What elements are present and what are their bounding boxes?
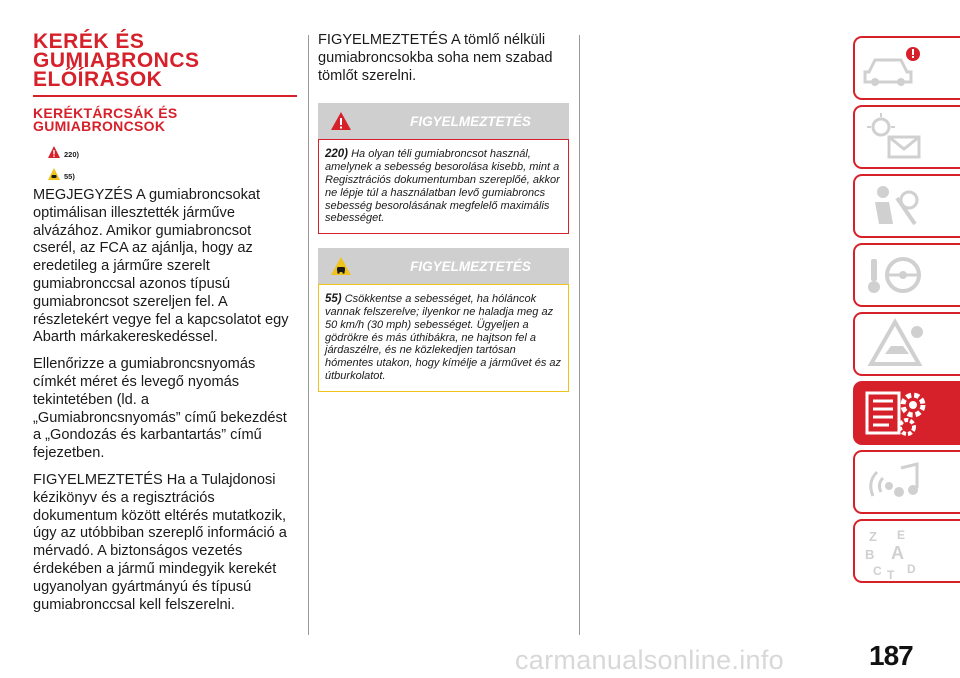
left-body [33, 187, 298, 614]
warning-number: 55) [325, 293, 342, 306]
warning-block-220 [318, 103, 569, 234]
warning-title: FIGYELMEZTETÉS [410, 258, 531, 274]
warning-title: FIGYELMEZTETÉS [410, 113, 531, 129]
right-column [318, 32, 569, 392]
tab-maintenance[interactable] [853, 381, 960, 445]
road-hazard-icon [47, 167, 61, 181]
warning-triangle-car-icon [861, 318, 931, 370]
subsection-title-line-1: KERÉKTÁRCSÁK ÉS [33, 105, 178, 121]
paragraph-pressure: Ellenőrizze a gumiabroncsnyomás címkét méret és levegő nyomás tekintetében (ld. a „Gumiabroncsnyomás” című bekezdést a „Gondozás és karbantartás” című fejezetben. [33, 356, 287, 462]
tab-lights-messages[interactable] [853, 105, 960, 169]
warning-header [318, 248, 569, 284]
tab-starting-driving[interactable] [853, 243, 960, 307]
tab-index[interactable] [853, 519, 960, 583]
svg-text:T: T [887, 568, 895, 581]
paragraph-tubeless: FIGYELMEZTETÉS A tömlő nélküli gumiabroncsokba soha nem szabad tömlőt szerelni. [318, 32, 553, 84]
tab-multimedia[interactable] [853, 450, 960, 514]
key-steering-wheel-icon [861, 249, 931, 301]
warning-ref-55[interactable] [47, 161, 298, 181]
alphabet-index-icon [861, 525, 931, 581]
paragraph-note: MEGJEGYZÉS A gumiabroncsokat optimálisan illesztették járműve alvázához. Amikor gumiabroncsot cserél, az FCA az ajánlja, hogy az eredetileg a járműre szerelt gumiabronccsal azonos típusú gumiabroncsot szereljen fel. A részletekért vegye fel a kapcsolatot egy Abarth márkakereskedéssel. [33, 187, 289, 346]
svg-text:C: C [873, 564, 882, 578]
danger-icon [330, 111, 352, 131]
section-title-line-3: ELŐÍRÁSOK [33, 68, 163, 91]
warning-text: Csökkentse a sebességet, ha hóláncok vannak felszerelve; ilyenkor ne haladja meg az 50 km/h (30 mph) sebességet. Ügyeljen a gödrökre és más úthibákra, ne hajtson fel a járdaszélre, és ne közlekedjen tartósan hómentes utakon, hogy kímélje a járművet és az útburkolatot. [325, 293, 562, 382]
road-hazard-icon [330, 256, 352, 276]
subsection-title [33, 107, 298, 133]
warning-block-55 [318, 248, 569, 392]
section-title [33, 32, 298, 89]
column-divider [308, 35, 309, 635]
page-number: 187 [869, 640, 913, 671]
warning-body [318, 139, 569, 234]
lights-envelope-icon [861, 111, 931, 163]
warning-ref-label: 55) [64, 172, 75, 181]
danger-icon [47, 145, 61, 159]
subsection-title-line-2: GUMIABRONCSOK [33, 118, 166, 134]
svg-text:A: A [891, 543, 904, 563]
warning-ref-220[interactable] [47, 139, 298, 159]
tab-safety[interactable] [853, 174, 960, 238]
tab-emergency[interactable] [853, 312, 960, 376]
warning-text: Ha olyan téli gumiabroncsot használ, amelynek a sebesség besorolása kisebb, mint a Regisztrációs dokumentumban szereplőé, akkor ne lépje túl a használatban levő gumiabroncs sebesség besorolásának megfelelő maximális sebességet. [325, 148, 560, 225]
antenna-music-icon [861, 456, 931, 508]
svg-text:B: B [865, 547, 875, 562]
paragraph-warning: FIGYELMEZTETÉS Ha a Tulajdonosi kézikönyv és a regisztrációs dokumentum között eltérés mutatkozik, úgy az utóbbiban szereplő információ a mérvadó. A biztonságos vezetés érdekében a jármű mindegyik kerekét ugyanolyan gyártmányú és típusú gumiabronccsal kell felszerelni. [33, 471, 287, 613]
left-column [33, 32, 298, 614]
svg-text:Z: Z [869, 529, 877, 544]
svg-text:E: E [897, 528, 906, 542]
warning-body [318, 284, 569, 392]
title-divider [33, 95, 297, 97]
warning-number: 220) [325, 148, 349, 161]
seat-airbag-icon [861, 180, 931, 232]
tab-car[interactable] [853, 36, 960, 100]
list-gears-icon [861, 387, 941, 439]
section-title-line-2: GUMIABRONCS [33, 49, 200, 72]
warning-header [318, 103, 569, 139]
chapter-tabs [853, 36, 960, 588]
car-icon [861, 42, 921, 92]
column-divider [579, 35, 580, 635]
svg-text:D: D [907, 562, 916, 576]
watermark: carmanualsonline.info [515, 645, 784, 675]
section-title-line-1: KERÉK ÉS [33, 30, 145, 53]
warning-ref-label: 220) [64, 150, 80, 159]
